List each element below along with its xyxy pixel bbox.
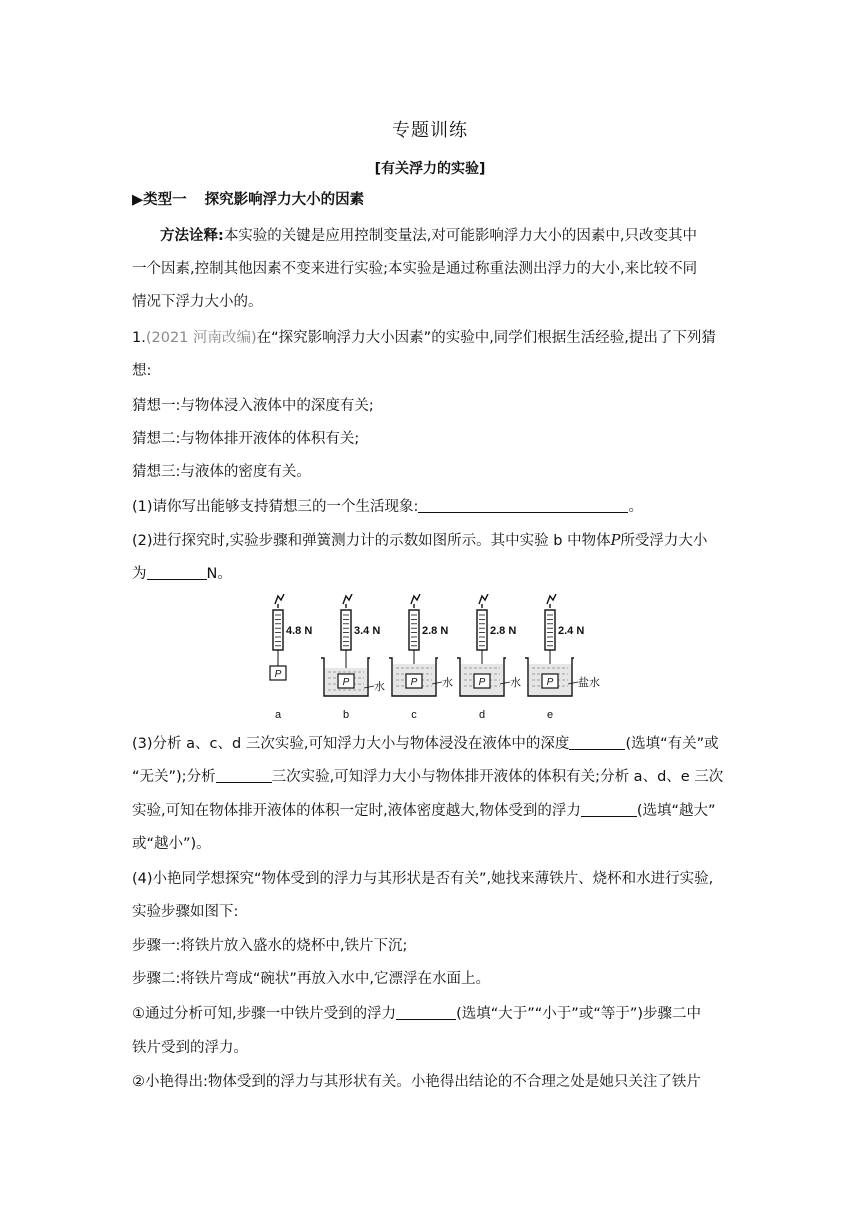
- part-1: [132, 497, 732, 517]
- method-line-2: 一个因素,控制其他因素不变来进行实验;本实验是通过称重法测出浮力的大小,来比较不同: [132, 261, 698, 277]
- step-2: 步骤二:将铁片弯成“碗状”再放入水中,它漂浮在水面上。: [132, 971, 491, 987]
- object-p-label: P: [274, 669, 282, 680]
- sub-question-1-text-a: ①通过分析可知,步骤一中铁片受到的浮力: [132, 1006, 397, 1022]
- part-3-line-4: 或“越小”)。: [132, 836, 211, 852]
- part-3-line-2: [132, 767, 732, 787]
- part-1-end: 。: [628, 499, 643, 515]
- experiment-figure: [250, 594, 600, 724]
- answer-blank-1[interactable]: [418, 498, 628, 513]
- sub-question-2: ②小艳得出:物体受到的浮力与其形状有关。小艳得出结论的不合理之处是她只关注了铁片: [132, 1074, 701, 1090]
- part-4-line-1: (4)小艳同学想探究“物体受到的浮力与其形状是否有关”,她找来薄铁片、烧杯和水进行实验,: [132, 871, 714, 887]
- object-p-label: P: [478, 677, 486, 688]
- spring-scale: [273, 610, 283, 650]
- answer-blank-5[interactable]: [581, 802, 637, 817]
- scale-reading: 2.8 N: [490, 625, 517, 637]
- panel-c: [389, 594, 453, 721]
- panel-letter: b: [342, 709, 350, 721]
- method-text-1: 本实验的关键是应用控制变量法,对可能影响浮力大小的因素中,只改变其中: [223, 228, 698, 244]
- part-2-text-d: N。: [206, 566, 232, 582]
- part-2-text: (2)进行探究时,实验步骤和弹簧测力计的示数如图所示。其中实验 b 中物体: [132, 533, 611, 549]
- spring-scale: [477, 610, 487, 650]
- section-label: 类型一: [143, 192, 187, 208]
- question-stem-1: 在“探究影响浮力大小因素”的实验中,同学们根据生活经验,提出了下列猜: [256, 330, 716, 346]
- spring-scale: [341, 610, 351, 650]
- liquid-label: 水: [442, 677, 453, 689]
- object-p-label: P: [410, 677, 418, 688]
- answer-blank-4[interactable]: [216, 768, 272, 783]
- panel-a: [270, 594, 312, 721]
- page-title: 专题训练: [392, 120, 468, 141]
- liquid-label: 水: [510, 677, 521, 689]
- method-label: 方法诠释:: [160, 228, 224, 244]
- panel-b: [321, 594, 385, 721]
- part-3-text-2b: 三次实验,可知浮力大小与物体排开液体的体积有关;分析 a、d、e 三次: [271, 769, 724, 785]
- panel-letter: d: [478, 709, 486, 721]
- panel-letter: c: [411, 709, 417, 721]
- part-2-text-c: 为: [132, 566, 147, 582]
- sub-question-1-line-2: 铁片受到的浮力。: [132, 1040, 248, 1056]
- scale-reading: 3.4 N: [354, 625, 381, 637]
- object-p-label: P: [546, 677, 554, 688]
- method-line-3: 情况下浮力大小的。: [132, 294, 263, 310]
- spring-scale: [545, 610, 555, 650]
- question-source: (2021 河南改编): [145, 330, 257, 346]
- sub-question-1-line-1: [132, 1004, 732, 1024]
- hand-icon: [547, 594, 556, 608]
- method-line-1: [160, 226, 760, 246]
- part-3-text-2a: “无关”);分析: [132, 769, 216, 785]
- guess-3: 猜想三:与液体的密度有关。: [132, 464, 311, 480]
- guess-2: 猜想二:与物体排开液体的体积有关;: [132, 431, 360, 447]
- question-stem-2: 想:: [132, 363, 152, 379]
- hand-icon: [275, 594, 284, 608]
- section-name: 探究影响浮力大小的因素: [204, 192, 365, 208]
- scale-reading: 4.8 N: [286, 625, 313, 637]
- part-4-line-2: 实验步骤如图下:: [132, 904, 239, 920]
- hand-icon: [479, 594, 488, 608]
- part-2-line-1: [132, 531, 732, 551]
- page-subtitle: [有关浮力的实验]: [374, 161, 486, 177]
- object-p-label: P: [610, 533, 621, 549]
- panel-e: [525, 594, 600, 721]
- sub-question-1-text-b: (选填“大于”“小于”或“等于”)步骤二中: [456, 1006, 701, 1022]
- part-3-line-3: [132, 801, 732, 821]
- part-3-text-3b: (选填“越大”: [636, 803, 716, 819]
- panel-letter: a: [274, 709, 282, 721]
- part-1-text: (1)请你写出能够支持猜想三的一个生活现象:: [132, 499, 419, 515]
- answer-blank-6[interactable]: [396, 1005, 456, 1020]
- liquid-label: 水: [374, 681, 385, 693]
- section-heading: [132, 190, 732, 210]
- hand-icon: [343, 594, 352, 608]
- part-3-line-1: [132, 734, 732, 754]
- panel-letter: e: [546, 709, 554, 721]
- part-2-line-2: [132, 564, 732, 584]
- guess-1: 猜想一:与物体浸入液体中的深度有关;: [132, 398, 374, 414]
- part-3-text-3a: 实验,可知在物体排开液体的体积一定时,液体密度越大,物体受到的浮力: [132, 803, 581, 819]
- answer-blank-2[interactable]: [147, 565, 207, 580]
- answer-blank-3[interactable]: [569, 735, 625, 750]
- part-2-text-b: 所受浮力大小: [620, 533, 708, 549]
- part-3-text-1b: (选填“有关”或: [625, 736, 719, 752]
- scale-reading: 2.4 N: [558, 625, 585, 637]
- spring-scale: [409, 610, 419, 650]
- hand-icon: [411, 594, 420, 608]
- liquid-label: 盐水: [578, 677, 600, 689]
- section-marker: ▶: [132, 192, 144, 208]
- question-number: 1.: [132, 330, 146, 346]
- question-1-stem: [132, 328, 732, 348]
- object-p-label: P: [342, 677, 350, 688]
- panel-d: [457, 594, 521, 721]
- part-3-text-1a: (3)分析 a、c、d 三次实验,可知浮力大小与物体浸没在液体中的深度: [132, 736, 570, 752]
- scale-reading: 2.8 N: [422, 625, 449, 637]
- step-1: 步骤一:将铁片放入盛水的烧杯中,铁片下沉;: [132, 938, 408, 954]
